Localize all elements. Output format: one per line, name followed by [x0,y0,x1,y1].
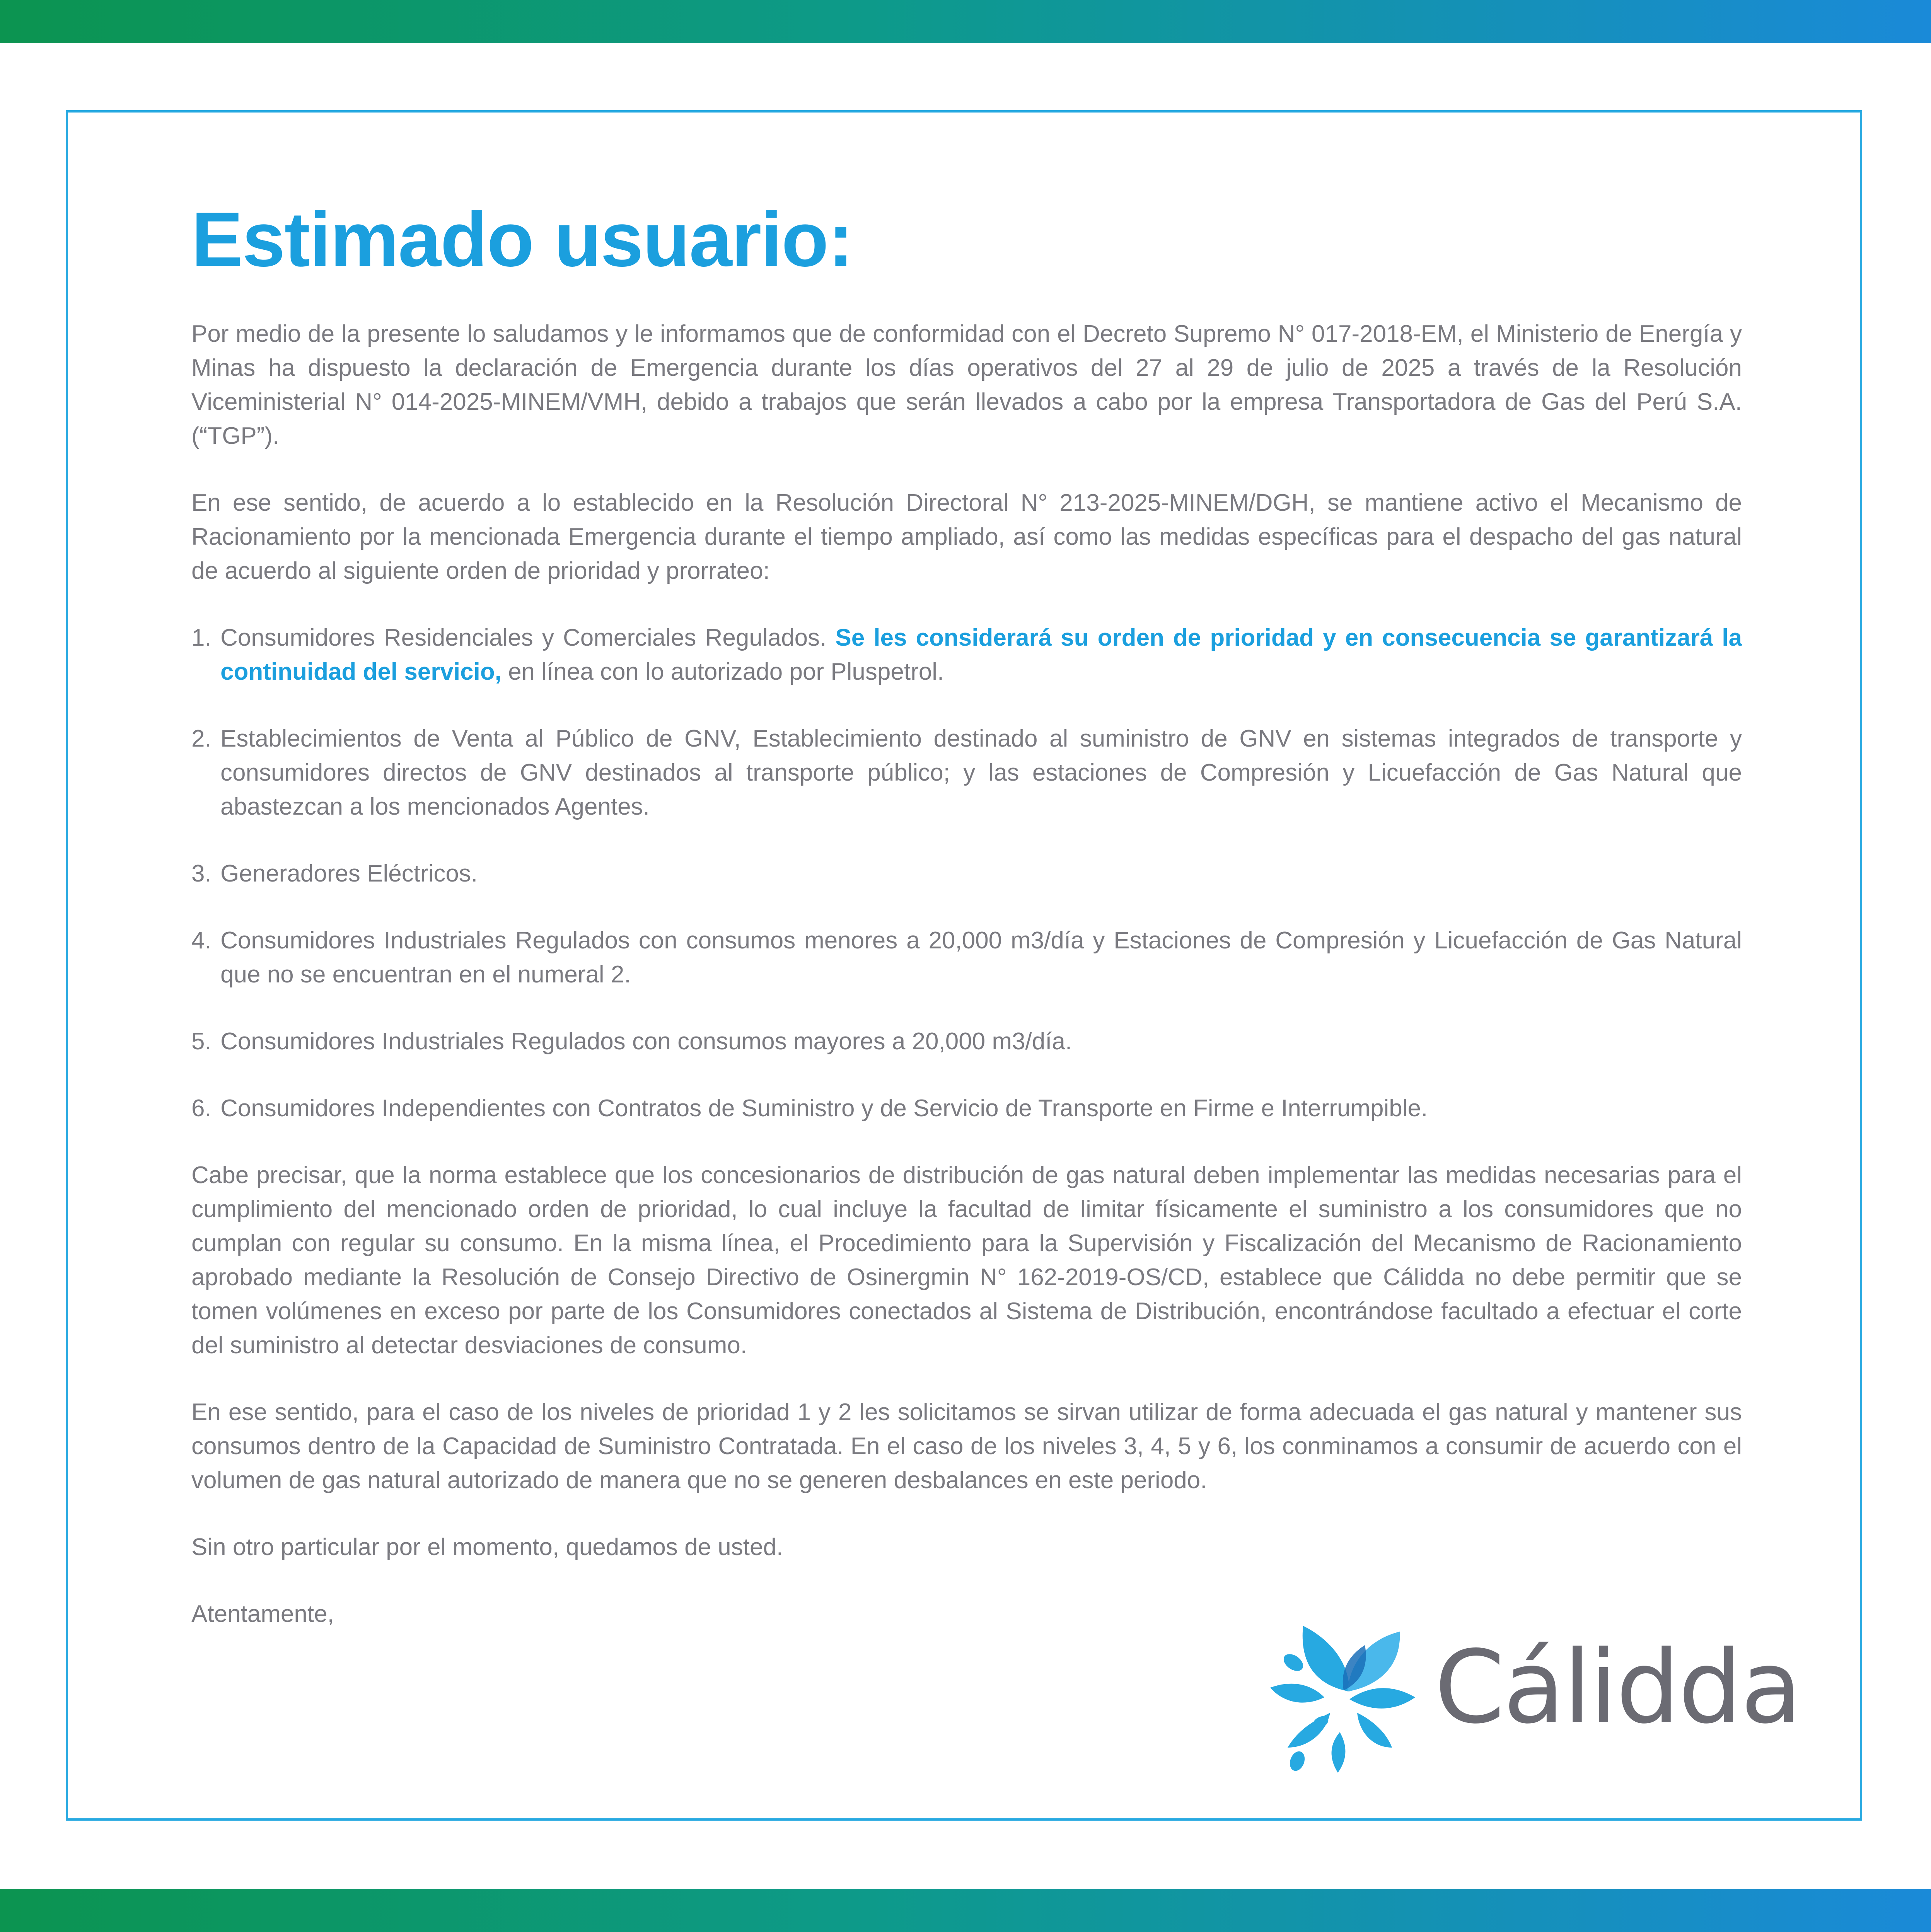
priority-item-6 [191,1091,1742,1125]
request-paragraph: En ese sentido, para el caso de los niveles de prioridad 1 y 2 les solicitamos se sirvan utilizar de forma adecuada el gas natural y mantener sus consumos dentro de la Capacidad de Suministro Contratada. En el caso de los niveles 3, 4, 5 y 6, los conminamos a consumir de acuerdo con el volumen de gas natural autorizado de manera que no se generen desbalances en este periodo. [191,1399,1742,1494]
list-text: Consumidores Industriales Regulados con consumos menores a 20,000 m3/día y Estaciones de Compresión y Licuefacción de Gas Natural que no se encuentran en el numeral 2. [220,927,1742,988]
list-text: Establecimientos de Venta al Público de GNV, Establecimiento destinado al suministro de GNV en sistemas integrados de transporte y consumidores directos de GNV destinados al transporte público; y las estaciones de Compresión y Licuefacción de Gas Natural que abastezcan a los mencionados Agentes. [220,725,1742,820]
bottom-gradient-band [0,1889,1931,1932]
calidda-logo [1253,1608,1801,1779]
list-number: 3. [191,860,212,887]
list-text: Consumidores Independientes con Contratos de Suministro y de Servicio de Transporte en Firme e Interrumpible. [220,1095,1428,1122]
context-paragraph: En ese sentido, de acuerdo a lo establecido en la Resolución Directoral N° 213-2025-MINEM/DGH, se mantiene activo el Mecanismo de Racionamiento por la mencionada Emergencia durante el tiempo ampliado, así como las medidas específicas para el despacho del gas natural de acuerdo al siguiente orden de prioridad y prorrateo: [191,489,1742,584]
list-number: 1. [191,624,212,651]
letter-title: Estimado usuario: [191,196,853,283]
brand-name: Cálidda [1435,1629,1801,1746]
flower-petals-icon [1253,1608,1423,1779]
list-number: 4. [191,927,212,954]
priority-item-4 [191,924,1742,992]
list-number: 5. [191,1028,212,1055]
top-gradient-band [0,0,1931,43]
list-text: Generadores Eléctricos. [220,860,478,887]
list-text-after: en línea con lo autorizado por Pluspetrol. [501,658,944,685]
list-highlight: Se les considerará su orden de prioridad y en consecuencia se garantizará la continuidad del servicio, [220,624,1742,685]
list-text: Consumidores Industriales Regulados con consumos mayores a 20,000 m3/día. [220,1028,1072,1055]
priority-item-3 [191,857,1742,891]
priority-item-1 [191,621,1742,689]
letter-content [191,193,1742,1631]
priority-list [191,621,1742,1125]
list-number: 6. [191,1095,212,1122]
closing-line: Sin otro particular por el momento, quedamos de usted. [191,1534,783,1560]
regulation-paragraph: Cabe precisar, que la norma establece que los concesionarios de distribución de gas natural deben implementar las medidas necesarias para el cumplimiento del mencionado orden de prioridad, lo cual incluye la facultad de limitar físicamente el suministro a los consumidores que no cumplan con regular su consumo. En la misma línea, el Procedimiento para la Supervisión y Fiscalización del Mecanismo de Racionamiento aprobado mediante la Resolución de Consejo Directivo de Osinergmin N° 162-2019-OS/CD, establece que Cálidda no debe permitir que se tomen volúmenes en exceso por parte de los Consumidores conectados al Sistema de Distribución, encontrándose facultado a efectuar el corte del suministro al detectar desviaciones de consumo. [191,1162,1742,1359]
list-text: Consumidores Residenciales y Comerciales Regulados. [220,624,836,651]
intro-paragraph: Por medio de la presente lo saludamos y le informamos que de conformidad con el Decreto Supremo N° 017-2018-EM, el Ministerio de Energía y Minas ha dispuesto la declaración de Emergencia durante los días operativos del 27 al 29 de julio de 2025 a través de la Resolución Viceministerial N° 014-2025-MINEM/VMH, debido a trabajos que serán llevados a cabo por la empresa Transportadora de Gas del Perú S.A. (“TGP”). [191,321,1742,449]
priority-item-2 [191,722,1742,824]
list-number: 2. [191,725,212,752]
priority-item-5 [191,1025,1742,1059]
signoff: Atentamente, [191,1601,334,1627]
